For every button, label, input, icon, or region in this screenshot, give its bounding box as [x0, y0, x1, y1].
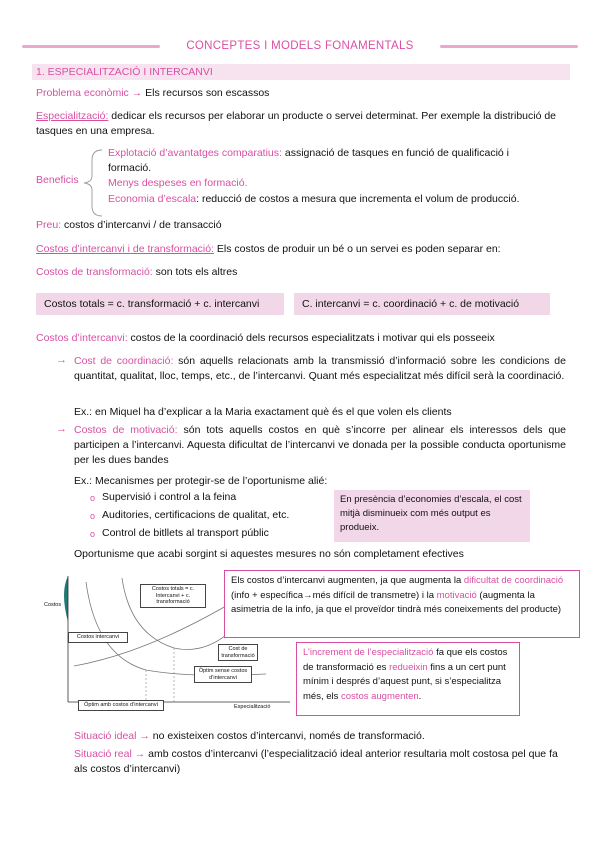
formula-intercanvi: C. intercanvi = c. coordinació + c. de motivació — [294, 293, 550, 315]
side-note: En presència d’economies d’escala, el cost mitjà disminueix com més output es produeix. — [334, 490, 530, 542]
motivacio-example: Ex.: Mecanismes per protegir-se de l’oportunisme alié: — [74, 475, 328, 487]
circle-bullet-icon: o — [90, 493, 96, 503]
oportunisme-line: Oportunisme que acabi sorgint si aquestes mesures no són completament efectives — [74, 548, 464, 560]
label-cost-transformacio: Cost de transformació — [218, 644, 258, 661]
situacio-ideal: Situació ideal → no existeixen costos d’intercanvi, només de transformació. — [74, 730, 425, 742]
benefici-item: Economia d’escala: reducció de costos a mesura que incrementa el volum de producció. — [108, 192, 520, 205]
callout-costos-intercanvi: Els costos d’intercanvi augmenten, ja que augmenta la dificultat de coordinació (info + específica→més difícil de transmetre) i la motivació (augmenta la asimetria de la info, ja que el proveïdor tindrà més coneixements del producte) — [224, 570, 580, 638]
bullet-item: Supervisió i control a la feina — [102, 491, 237, 503]
problema-line — [36, 86, 566, 101]
arrow-icon: → — [56, 423, 67, 435]
title-bar — [22, 38, 578, 54]
teal-wedge — [64, 576, 68, 622]
especialitzacio-label: Especialització: — [36, 110, 109, 122]
beneficis-list — [108, 146, 548, 207]
brace-icon — [78, 148, 104, 218]
bullet-item: Auditories, certificacions de qualitat, etc. — [102, 509, 290, 521]
label-costos-totals: Costos totals = c. Intercanvi + c. transformació — [140, 584, 206, 608]
especialitzacio-text: dedicar els recursos per elaborar un producte o servei determinat. Per exemple la distribució de tasques en una empresa. — [36, 110, 557, 138]
costos-inter-line: Costos d’intercanvi: costos de la coordinació dels recursos especialitzats i motivar qui els posseeix — [36, 332, 495, 344]
bullet-item: Control de bitllets al transport públic — [102, 527, 269, 539]
coordinacio-paragraph: Cost de coordinació: són aquells relacionats amb la transmissió d’informació sobre les condicions de quantitat, qualitat, lloc, temps, etc., de l’intercanvi. Quant més especialitzat més difícil serà la coordinació. — [74, 355, 566, 383]
situacio-real: Situació real → amb costos d’intercanvi (l’especialització ideal anterior resultaria molt costosa pel que fa als costos d’intercanvi) — [74, 748, 558, 776]
x-axis-label: Especialització — [234, 704, 271, 710]
arrow-icon: → — [56, 354, 67, 366]
page-title: CONCEPTES I MODELS FONAMENTALS — [186, 40, 414, 52]
benefici-item: Menys despeses en formació. — [108, 177, 248, 190]
label-optim-sense: Òptim sense costos d’intercanvi — [194, 666, 252, 683]
circle-bullet-icon: o — [90, 511, 96, 521]
label-optim-amb: Òptim amb costos d’intercanvi — [78, 700, 164, 711]
coordinacio-example: Ex.: en Miquel ha d’explicar a la Maria exactament què és el que volen els clients — [74, 406, 452, 418]
beneficis-label: Beneficis — [36, 174, 79, 186]
section-heading: 1. ESPECIALITZACIÓ I INTERCANVI — [32, 64, 570, 80]
formula-costos-totals: Costos totals = c. transformació + c. intercanvi — [36, 293, 284, 315]
motivacio-paragraph: Costos de motivació: són tots aquells costos en què s’incorre per alinear els interessos dels que participen a l’intercanvi. Aquesta dificultat de l’intercanvi ve donada per la possible conducta oportunisme per les dues bandes — [74, 424, 566, 467]
problema-label: Problema econòmic → — [36, 87, 143, 99]
circle-bullet-icon: o — [90, 529, 96, 539]
callout-especialitzacio: L’increment de l’especialització fa que els costos de transformació es redueixin fins a un cert punt mínim i després d’aquest punt, si s’especialitza més, els costos augmenten. — [296, 642, 520, 716]
costos-def-line: Costos d’intercanvi i de transformació: Els costos de produir un bé o un servei es poden separar en: — [36, 243, 501, 255]
label-costos-intercanvi: Costos intercanvi — [68, 632, 128, 643]
benefici-item: Explotació d’avantatges comparatius: assignació de tasques en funció de qualificació i formació. — [108, 147, 509, 175]
costos-transf-line: Costos de transformació: son tots els altres — [36, 266, 238, 278]
especialitzacio-paragraph — [36, 109, 566, 139]
problema-text: Els recursos son escassos — [142, 87, 270, 99]
preu-line: Preu: costos d’intercanvi / de transacció — [36, 219, 222, 231]
y-axis-label: Costos — [44, 602, 62, 608]
